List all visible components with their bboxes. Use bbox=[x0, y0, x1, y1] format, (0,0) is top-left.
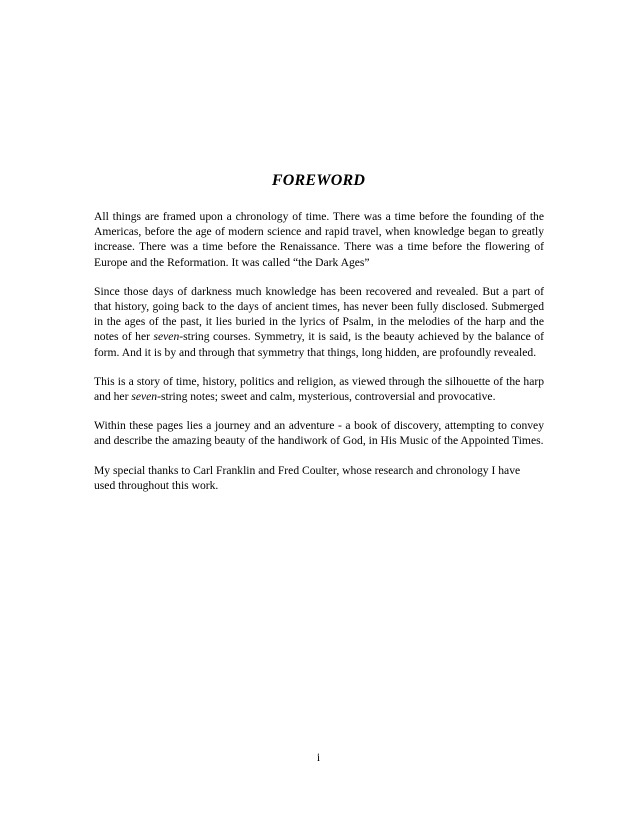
paragraph-dark-ages: All things are framed upon a chronology of time. There was a time before the founding of the Americas, before the age of modern science and rapid travel, when knowledge began to greatly increase. There was a time before the Renaissance. There was a time before the flowering of Europe and the Reformation. It was called “the Dark Ages” bbox=[94, 210, 544, 269]
paragraph-story-text-start: This is a story of time, history, politics and religion, as viewed through the silhouette of the harp and her bbox=[94, 374, 544, 404]
page-number: i bbox=[316, 751, 321, 764]
paragraph-symmetry-text-end: -string courses. Symmetry, it is said, is the beauty achieved by the balance of form. And it is by and through that symmetry that things, long hidden, are profoundly revealed. bbox=[94, 330, 544, 359]
paragraph-symmetry-text-start: Since those days of darkness much knowledge has been recovered and revealed. But a part of that history, going back to the days of ancient times, has never been fully disclosed. Submerged in the ages of the past, it lies buried in the lyrics of Psalm, in the melodies of the harp and the notes of her bbox=[94, 284, 544, 344]
paragraph-story-text-end: -string notes; sweet and calm, mysterious, controversial and provocative. bbox=[157, 390, 496, 404]
page-title: FOREWORD bbox=[271, 172, 366, 189]
foreword-body bbox=[94, 209, 544, 507]
paragraph-story bbox=[94, 374, 544, 404]
paragraph-symmetry bbox=[94, 284, 544, 360]
italic-seven: seven bbox=[131, 390, 158, 404]
paragraph-journey: Within these pages lies a journey and an adventure - a book of discovery, attempting to convey and describe the amazing beauty of the handiwork of God, in His Music of the Appointed Times. bbox=[94, 419, 544, 448]
italic-seven: seven bbox=[153, 330, 180, 344]
paragraph-thanks: My special thanks to Carl Franklin and Fred Coulter, whose research and chronology I have used throughout this work. bbox=[94, 463, 521, 492]
